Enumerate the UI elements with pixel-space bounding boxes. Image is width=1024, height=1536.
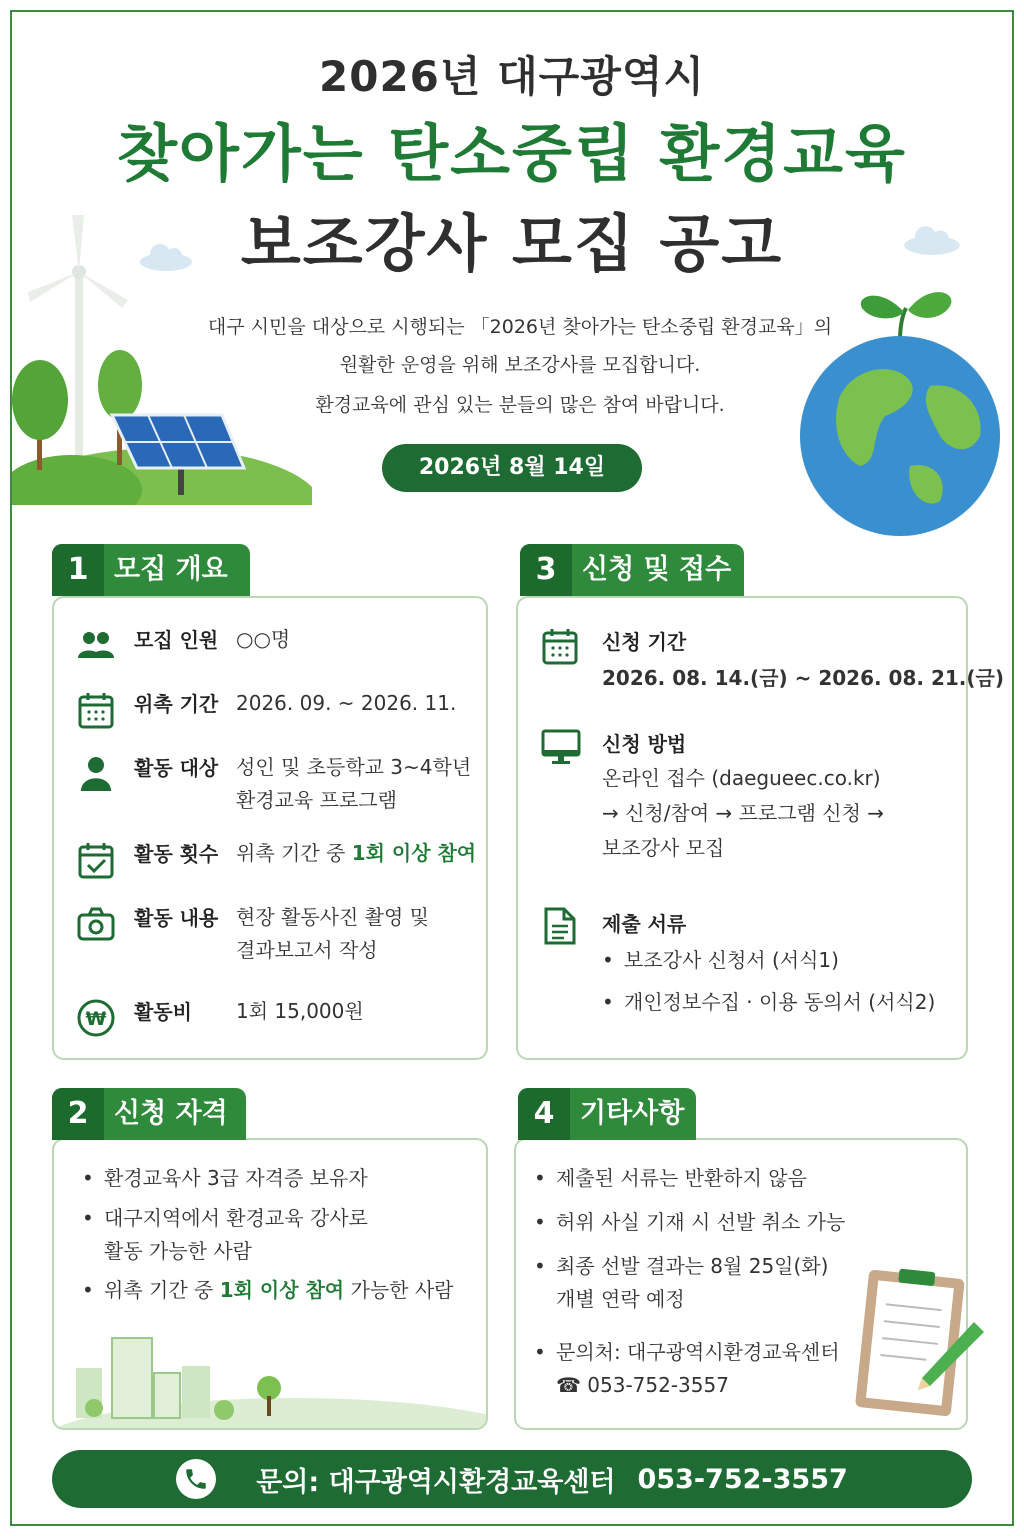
note-text: 제출된 서류는 반환하지 않음 xyxy=(556,1166,807,1190)
qualification-text-pre: 위촉 기간 중 xyxy=(104,1278,220,1302)
recruit-count-label: 모집 인원 xyxy=(134,628,219,652)
term-value: 2026. 09. ~ 2026. 11. xyxy=(236,691,457,715)
bullet: • xyxy=(602,990,614,1014)
section4-title: 기타사항 xyxy=(580,1098,685,1129)
section2-title: 신청 자격 xyxy=(114,1098,228,1129)
note-item xyxy=(534,1250,828,1316)
fee-label: 활동비 xyxy=(134,1000,192,1024)
target-label: 활동 대상 xyxy=(134,756,219,780)
doc-item-text: 개인정보수집 · 이용 동의서 (서식2) xyxy=(624,990,936,1014)
qualification-item xyxy=(82,1202,368,1268)
activity-row xyxy=(76,904,429,967)
people-icon xyxy=(76,626,116,666)
fee-row xyxy=(76,998,364,1038)
frequency-label: 활동 횟수 xyxy=(134,842,219,866)
frequency-value-highlight: 1회 이상 참여 xyxy=(351,841,477,865)
qualification-item xyxy=(82,1162,368,1195)
target-value-line1: 성인 및 초등학교 3~4학년 xyxy=(236,755,472,779)
section1-tab xyxy=(52,544,250,596)
footer-phone: 053-752-3557 xyxy=(637,1463,848,1495)
clipboard-pencil-icon xyxy=(852,1262,988,1422)
note-text: 문의처: 대구광역시환경교육센터 xyxy=(556,1340,840,1364)
bullet: • xyxy=(534,1166,546,1190)
section3-tab xyxy=(520,544,744,596)
note-item xyxy=(534,1336,840,1402)
section4-tab xyxy=(518,1088,696,1140)
target-row xyxy=(76,754,471,817)
doc-item xyxy=(602,944,839,977)
bullet: • xyxy=(602,948,614,972)
target-value-line2: 환경교육 프로그램 xyxy=(236,788,397,812)
qualification-text-highlight: 1회 이상 참여 xyxy=(219,1278,345,1302)
section2-number: 2 xyxy=(52,1088,104,1140)
bullet: • xyxy=(82,1278,94,1302)
sub-title: 보조강사 모집 공고 xyxy=(240,207,784,280)
bullet: • xyxy=(534,1210,546,1234)
note-item xyxy=(534,1206,845,1239)
document-icon xyxy=(542,906,578,946)
note-text: 최종 선발 결과는 8월 25일(화) xyxy=(556,1254,829,1278)
target-value xyxy=(236,751,471,817)
intro-line-3: 환경교육에 관심 있는 분들의 많은 참여 바랍니다. xyxy=(315,394,725,416)
city-skyline-illustration xyxy=(54,1328,486,1428)
doc-item xyxy=(602,986,935,1019)
calendar-check-icon xyxy=(76,840,116,880)
note-contact-phone: ☎ 053-752-3557 xyxy=(556,1373,729,1397)
section3-number: 3 xyxy=(520,544,572,596)
qualification-text-line2: 활동 가능한 사람 xyxy=(104,1239,252,1263)
frequency-row xyxy=(76,840,476,880)
qualification-text: 대구지역에서 환경교육 강사로 xyxy=(104,1206,368,1230)
camera-icon xyxy=(76,904,116,944)
recruit-count-value: ○○명 xyxy=(236,627,291,651)
intro-line-1: 대구 시민을 대상으로 시행되는 「2026년 찾아가는 탄소중립 환경교육」의 xyxy=(207,316,833,338)
note-text: 허위 사실 기재 시 선발 취소 가능 xyxy=(556,1210,846,1234)
activity-label: 활동 내용 xyxy=(134,906,219,930)
frequency-value-text: 위촉 기간 중 xyxy=(236,841,352,865)
main-title: 찾아가는 탄소중립 환경교육 xyxy=(117,117,907,190)
section3-title: 신청 및 접수 xyxy=(582,554,732,585)
method-line-2: → 신청/참여 → 프로그램 신청 → xyxy=(602,801,884,825)
method-label: 신청 방법 xyxy=(602,732,687,756)
bullet: • xyxy=(82,1206,94,1230)
section1-number: 1 xyxy=(52,544,104,596)
section1-title: 모집 개요 xyxy=(114,554,228,585)
intro-line-2: 원활한 운영을 위해 보조강사를 모집합니다. xyxy=(339,354,701,376)
person-icon xyxy=(76,754,116,794)
activity-value xyxy=(236,901,429,967)
phone-icon xyxy=(176,1459,216,1499)
recruit-count-row xyxy=(76,626,290,666)
period-value: 2026. 08. 14.(금) ~ 2026. 08. 21.(금) xyxy=(602,666,1004,690)
qualification-text: 환경교육사 3급 자격증 보유자 xyxy=(104,1166,368,1190)
bullet: • xyxy=(534,1340,546,1364)
activity-value-line2: 결과보고서 작성 xyxy=(236,938,378,962)
bullet: • xyxy=(534,1254,546,1278)
doc-item-text: 보조강사 신청서 (서식1) xyxy=(624,948,839,972)
period-label: 신청 기간 xyxy=(602,630,687,654)
activity-value-line1: 현장 활동사진 촬영 및 xyxy=(236,905,429,929)
year-title: 2026년 대구광역시 xyxy=(319,52,705,101)
term-row xyxy=(76,690,456,730)
monitor-icon xyxy=(540,728,582,768)
footer-label: 문의: 대구광역시환경교육센터 xyxy=(256,1466,616,1498)
calendar-icon xyxy=(76,690,116,730)
fee-value: 1회 15,000원 xyxy=(236,999,364,1023)
note-text-line2: 개별 연락 예정 xyxy=(556,1287,685,1311)
announcement-date: 2026년 8월 14일 xyxy=(382,444,642,492)
section2-tab xyxy=(52,1088,246,1140)
qualification-item xyxy=(82,1274,453,1307)
method-line-1: 온라인 접수 (daegueec.co.kr) xyxy=(602,766,881,790)
docs-label: 제출 서류 xyxy=(602,912,687,936)
qualification-text-post: 가능한 사람 xyxy=(344,1278,454,1302)
note-item xyxy=(534,1162,807,1195)
method-line-3: 보조강사 모집 xyxy=(602,836,725,860)
term-label: 위촉 기간 xyxy=(134,692,219,716)
svg-text:₩: ₩ xyxy=(85,1008,107,1030)
won-icon xyxy=(76,998,116,1038)
frequency-value xyxy=(236,837,476,870)
bullet: • xyxy=(82,1166,94,1190)
calendar-icon xyxy=(540,626,580,666)
section4-number: 4 xyxy=(518,1088,570,1140)
footer-contact-bar xyxy=(52,1450,972,1508)
